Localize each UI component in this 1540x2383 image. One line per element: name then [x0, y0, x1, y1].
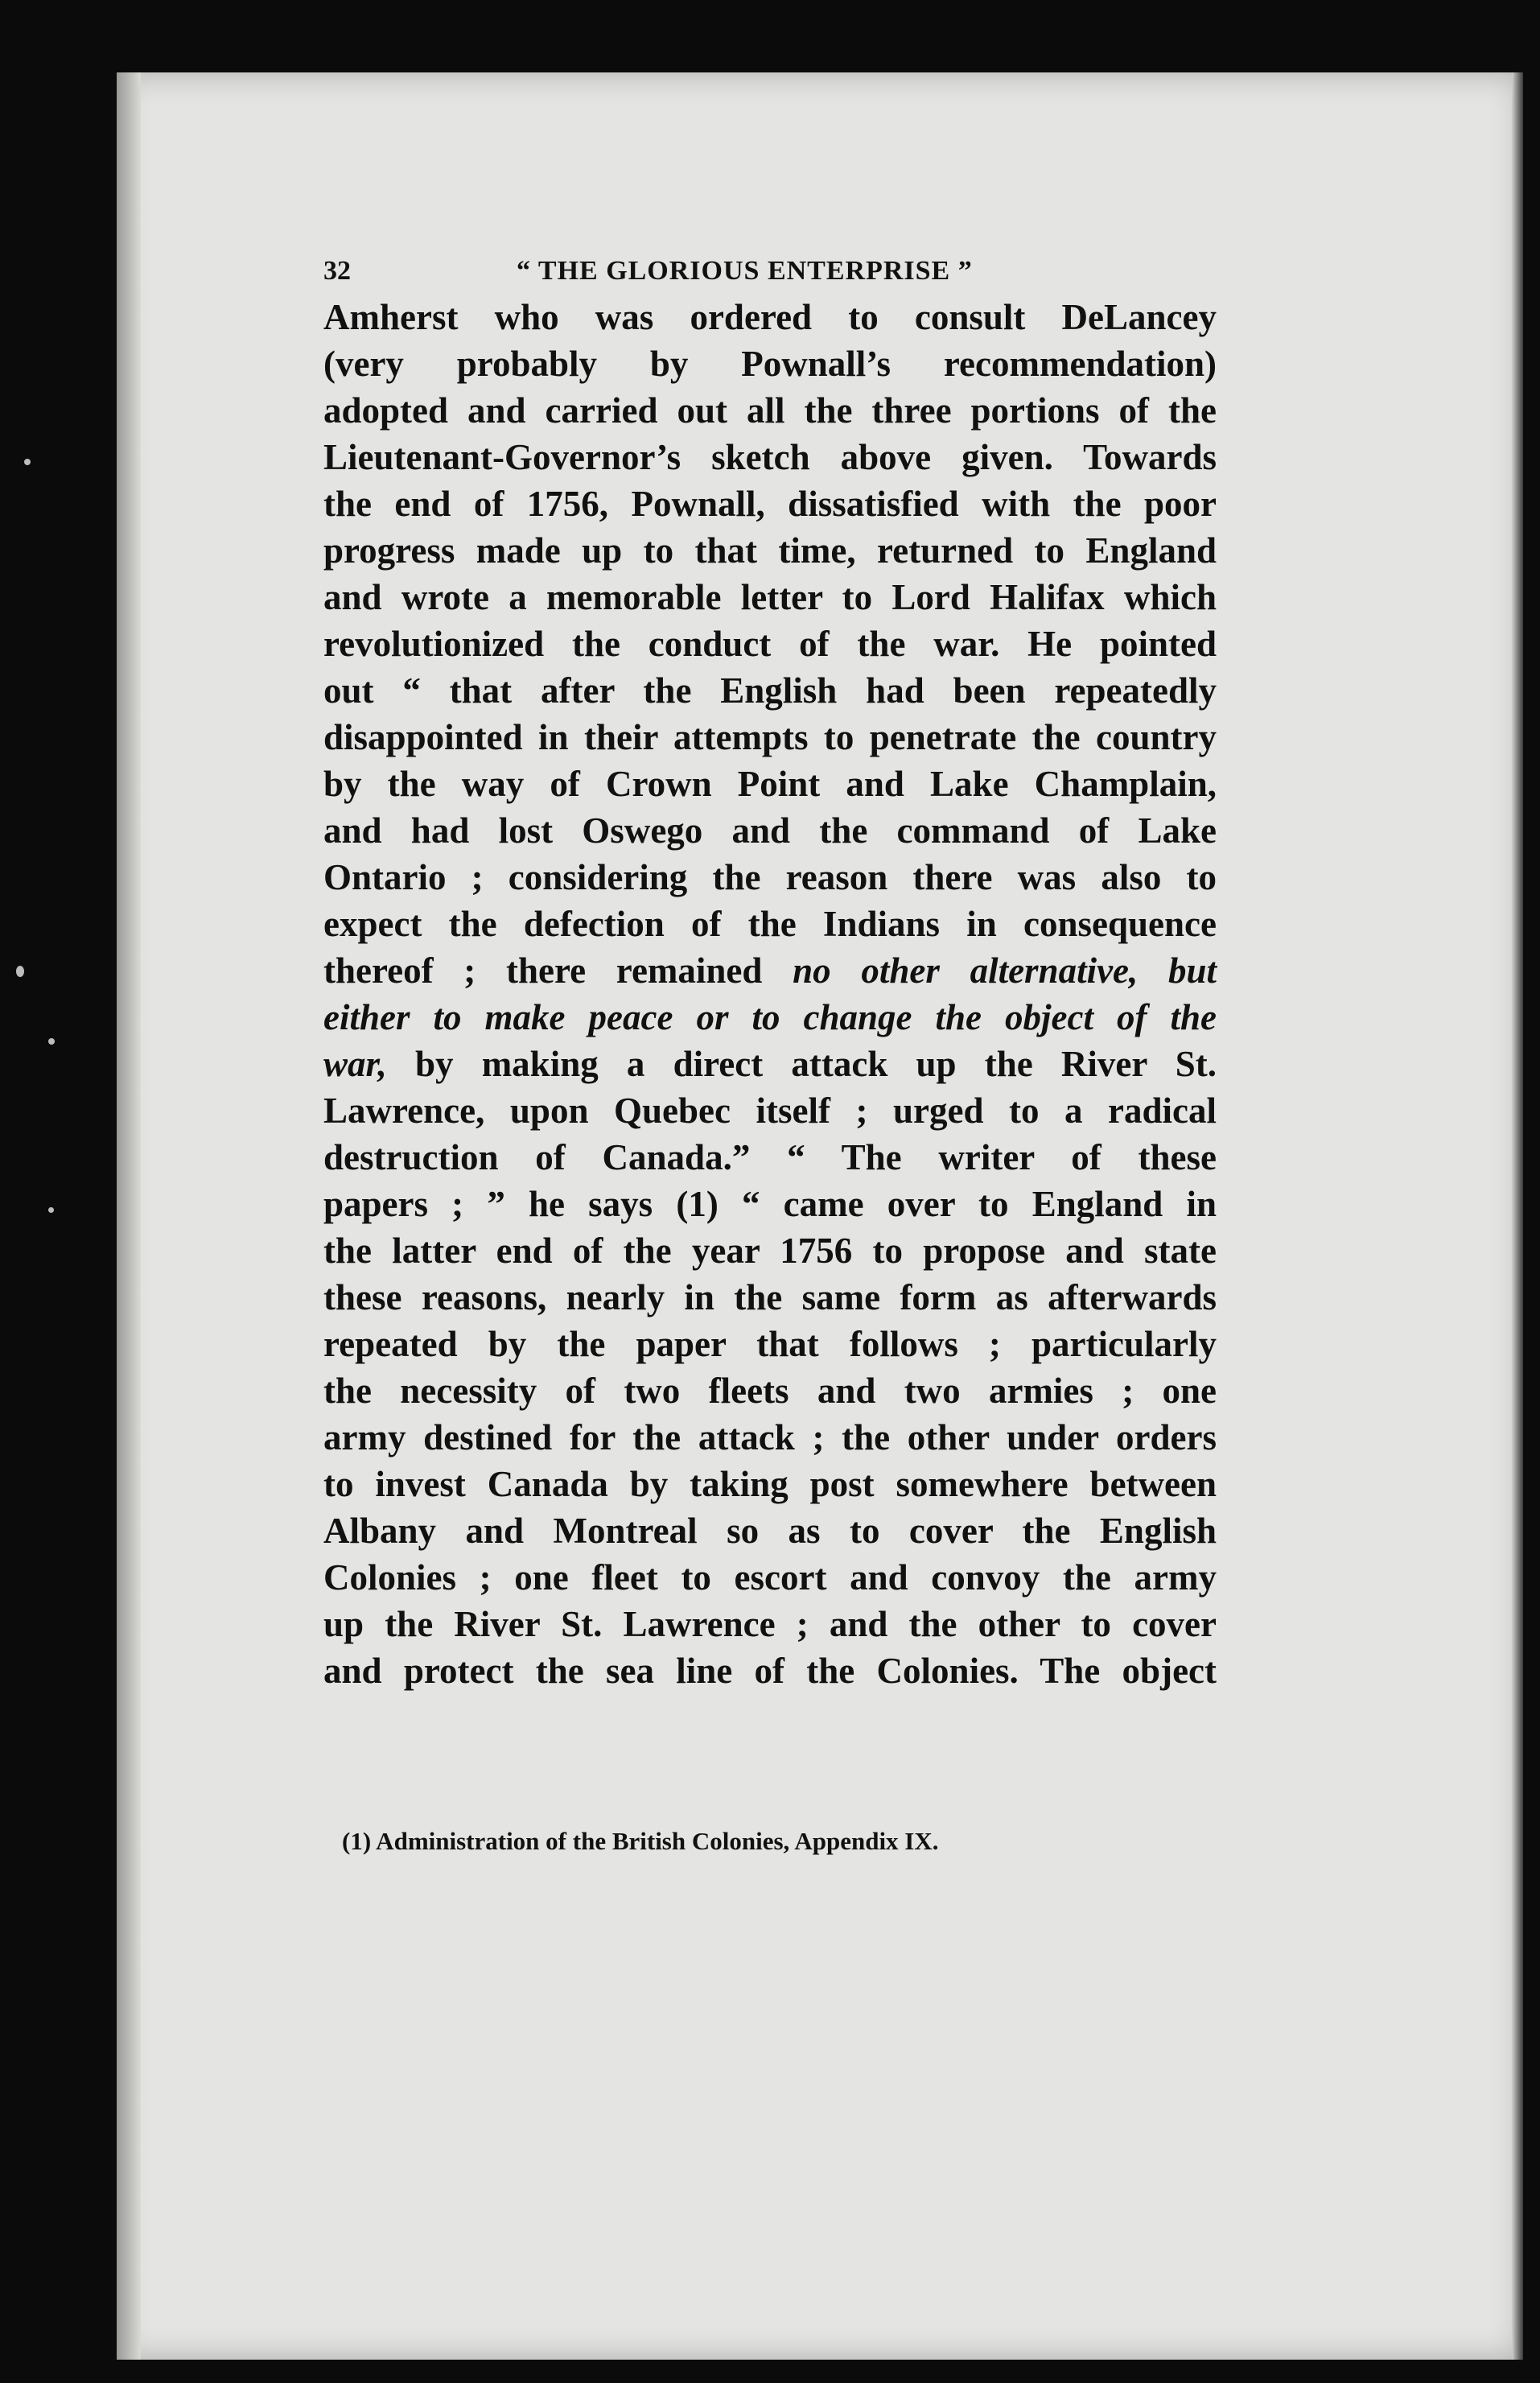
text-line: Colonies ; one fleet to escort and convoy the army	[323, 1557, 1217, 1598]
text-line: Lieutenant-Governor’s sketch above given. Towards	[323, 437, 1217, 477]
text-line: the latter end of the year 1756 to propose and state	[323, 1231, 1217, 1271]
text-line: to invest Canada by taking post somewhere between	[323, 1464, 1217, 1504]
text-line: Amherst who was ordered to consult DeLancey	[323, 297, 1217, 337]
text-line: the end of 1756, Pownall, dissatisfied with the poor	[323, 484, 1217, 524]
scan-speck	[48, 1207, 54, 1213]
text-line: Albany and Montreal so as to cover the English	[323, 1511, 1217, 1551]
page-number: 32	[323, 256, 351, 286]
text-line: and protect the sea line of the Colonies. The object	[323, 1651, 1217, 1691]
text-line: out “ that after the English had been repeatedly	[323, 670, 1217, 711]
text-line: Lawrence, upon Quebec itself ; urged to a radical	[323, 1090, 1217, 1131]
text-line: the necessity of two fleets and two armies ; one	[323, 1371, 1217, 1411]
text-line: by the way of Crown Point and Lake Champlain,	[323, 764, 1217, 804]
text-line: revolutionized the conduct of the war. He pointed	[323, 624, 1217, 664]
text-line: repeated by the paper that follows ; particularly	[323, 1324, 1217, 1364]
text-line: up the River St. Lawrence ; and the other to cover	[323, 1604, 1217, 1644]
text-line: destruction of Canada.” “ The writer of these	[323, 1137, 1217, 1177]
text-line: adopted and carried out all the three portions of the	[323, 390, 1217, 431]
text-line: papers ; ” he says (1) “ came over to England in	[323, 1184, 1217, 1224]
text-segment: by making a direct attack up the River St.	[414, 1044, 1217, 1084]
body-text	[323, 294, 1217, 1694]
text-line: and had lost Oswego and the command of Lake	[323, 810, 1217, 851]
running-title: “ THE GLORIOUS ENTERPRISE ”	[517, 256, 973, 286]
text-line: progress made up to that time, returned to England	[323, 530, 1217, 571]
page-edge	[1512, 72, 1523, 2360]
text-line: Ontario ; considering the reason there was also to	[323, 857, 1217, 897]
italic-segment: no other alternative, but	[793, 950, 1217, 991]
text-line: army destined for the attack ; the other under orders	[323, 1417, 1217, 1457]
text-line: expect the defection of the Indians in consequence	[323, 904, 1217, 944]
text-line-mixed	[323, 1041, 1217, 1087]
scan-speck	[24, 459, 31, 465]
text-line-mixed	[323, 947, 1217, 994]
text-line: (very probably by Pownall’s recommendation)	[323, 344, 1217, 384]
text-segment: thereof ; there remained	[323, 950, 763, 991]
text-line: disappointed in their attempts to penetrate the country	[323, 717, 1217, 757]
page-gutter	[117, 72, 141, 2360]
text-line: and wrote a memorable letter to Lord Halifax which	[323, 577, 1217, 617]
scan-speck	[16, 966, 24, 977]
text-line: these reasons, nearly in the same form as afterwards	[323, 1277, 1217, 1317]
footnote: (1) Administration of the British Colonies, Appendix IX.	[342, 1827, 939, 1855]
italic-segment: war,	[323, 1044, 387, 1084]
italic-line: either to make peace or to change the object of the	[323, 997, 1217, 1037]
scan-speck	[48, 1038, 55, 1045]
